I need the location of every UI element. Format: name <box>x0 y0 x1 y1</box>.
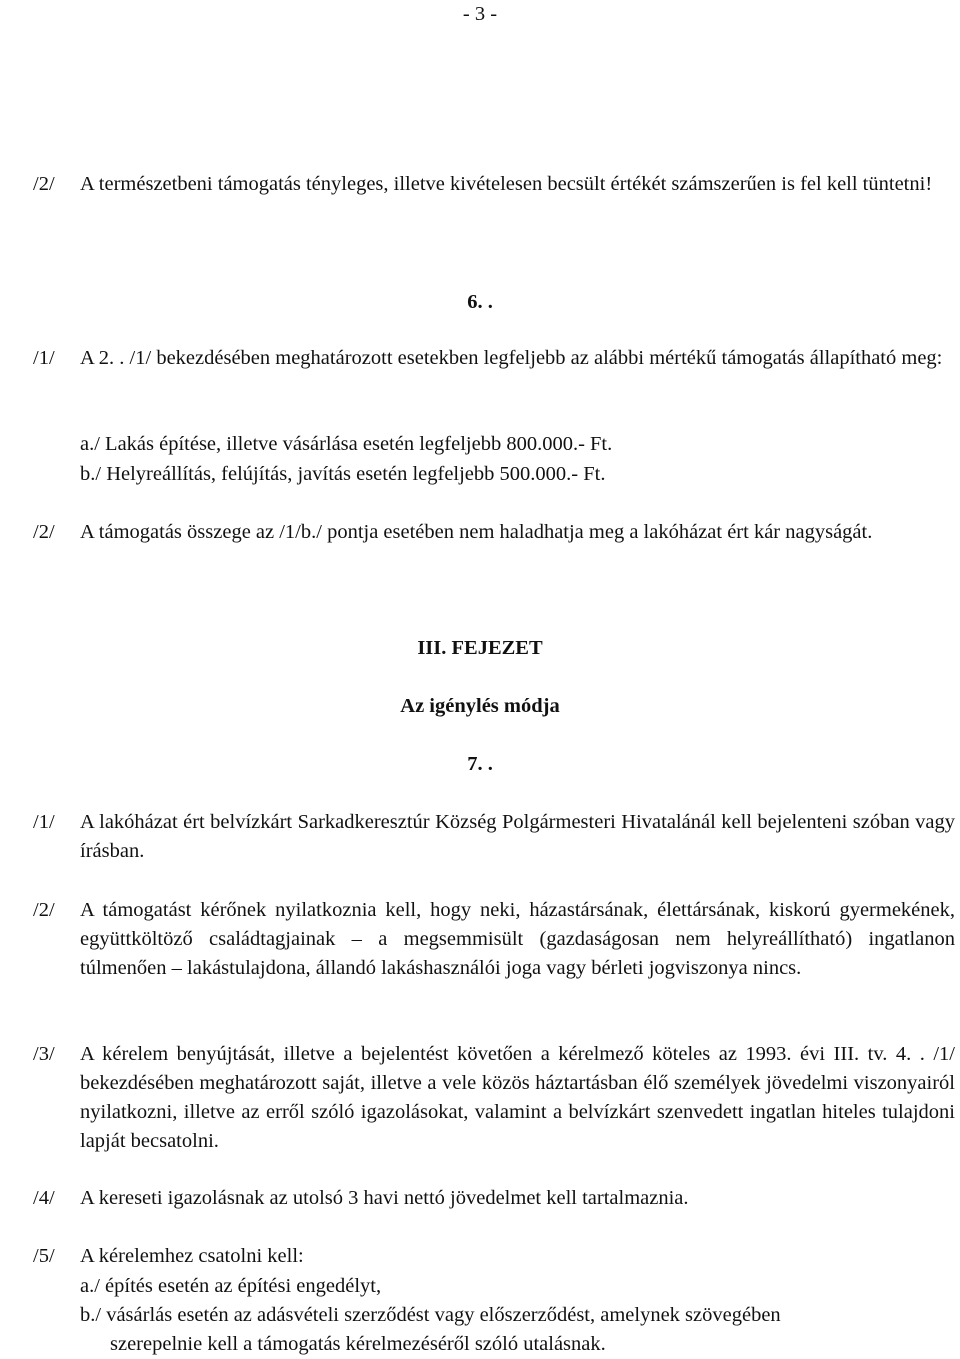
paragraph-number: /4/ <box>33 1187 55 1209</box>
chapter-subtitle: Az igénylés módja <box>400 695 560 717</box>
paragraph-text: A kérelemhez csatolni kell: <box>80 1245 304 1267</box>
paragraph-number: /1/ <box>33 347 55 369</box>
paragraph-text: A 2. . /1/ bekezdésében meghatározott esetekben legfeljebb az alábbi mértékű támogatás állapítható meg: <box>80 347 943 369</box>
paragraph-number: /1/ <box>33 811 55 833</box>
paragraph-number: /5/ <box>33 1245 55 1267</box>
section-heading: 7. . <box>467 753 493 775</box>
list-item: szerepelnie kell a támogatás kérelmezéséről szóló utalásnak. <box>110 1333 606 1355</box>
list-item: b./ vásárlás esetén az adásvételi szerződést vagy előszerződést, amelynek szövegében <box>80 1304 781 1326</box>
list-item: b./ Helyreállítás, felújítás, javítás esetén legfeljebb 500.000.- Ft. <box>80 463 606 485</box>
paragraph-text: A lakóházat ért belvízkárt Sarkadkeresztúr Község Polgármesteri Hivatalánál kell bejelenteni szóban vagy írásban. <box>80 811 955 862</box>
list-item: a./ Lakás építése, illetve vásárlása esetén legfeljebb 800.000.- Ft. <box>80 433 613 455</box>
paragraph-number: /2/ <box>33 173 55 195</box>
paragraph-number: /3/ <box>33 1043 55 1065</box>
paragraph-text: A kereseti igazolásnak az utolsó 3 havi nettó jövedelmet kell tartalmaznia. <box>80 1187 689 1209</box>
paragraph-text: A kérelem benyújtását, illetve a bejelentést követően a kérelmező köteles az 1993. évi III. tv. 4. . /1/ bekezdésében meghatározott saját, illetve a vele közös háztartásban élő személyek jövedelmi viszonyairól nyilatkozni, illetve az erről szóló igazolásokat, valamint a belvízkárt szenvedett ingatlan hiteles tulajdoni lapját becsatolni. <box>80 1043 955 1152</box>
page-number: - 3 - <box>462 3 498 25</box>
paragraph-text: A támogatást kérőnek nyilatkoznia kell, hogy neki, házastársának, élettársának, kiskorú gyermekének, együttköltöző családtagjainak – a megsemmisült (gazdaságosan nem helyreállítható) ingatlanon túlmenően – lakástulajdona, állandó lakáshasználói joga vagy bérleti jogviszonya nincs. <box>80 899 955 979</box>
paragraph-text: A támogatás összege az /1/b./ pontja esetében nem haladhatja meg a lakóházat ért kár nagyságát. <box>80 521 873 543</box>
list-item: a./ építés esetén az építési engedélyt, <box>80 1275 382 1297</box>
section-heading: 6. . <box>467 291 493 313</box>
paragraph-number: /2/ <box>33 521 55 543</box>
paragraph-text: A természetbeni támogatás tényleges, illetve kivételesen becsült értékét számszerűen is fel kell tüntetni! <box>80 173 933 195</box>
chapter-title: III. FEJEZET <box>417 637 543 659</box>
paragraph-number: /2/ <box>33 899 55 921</box>
